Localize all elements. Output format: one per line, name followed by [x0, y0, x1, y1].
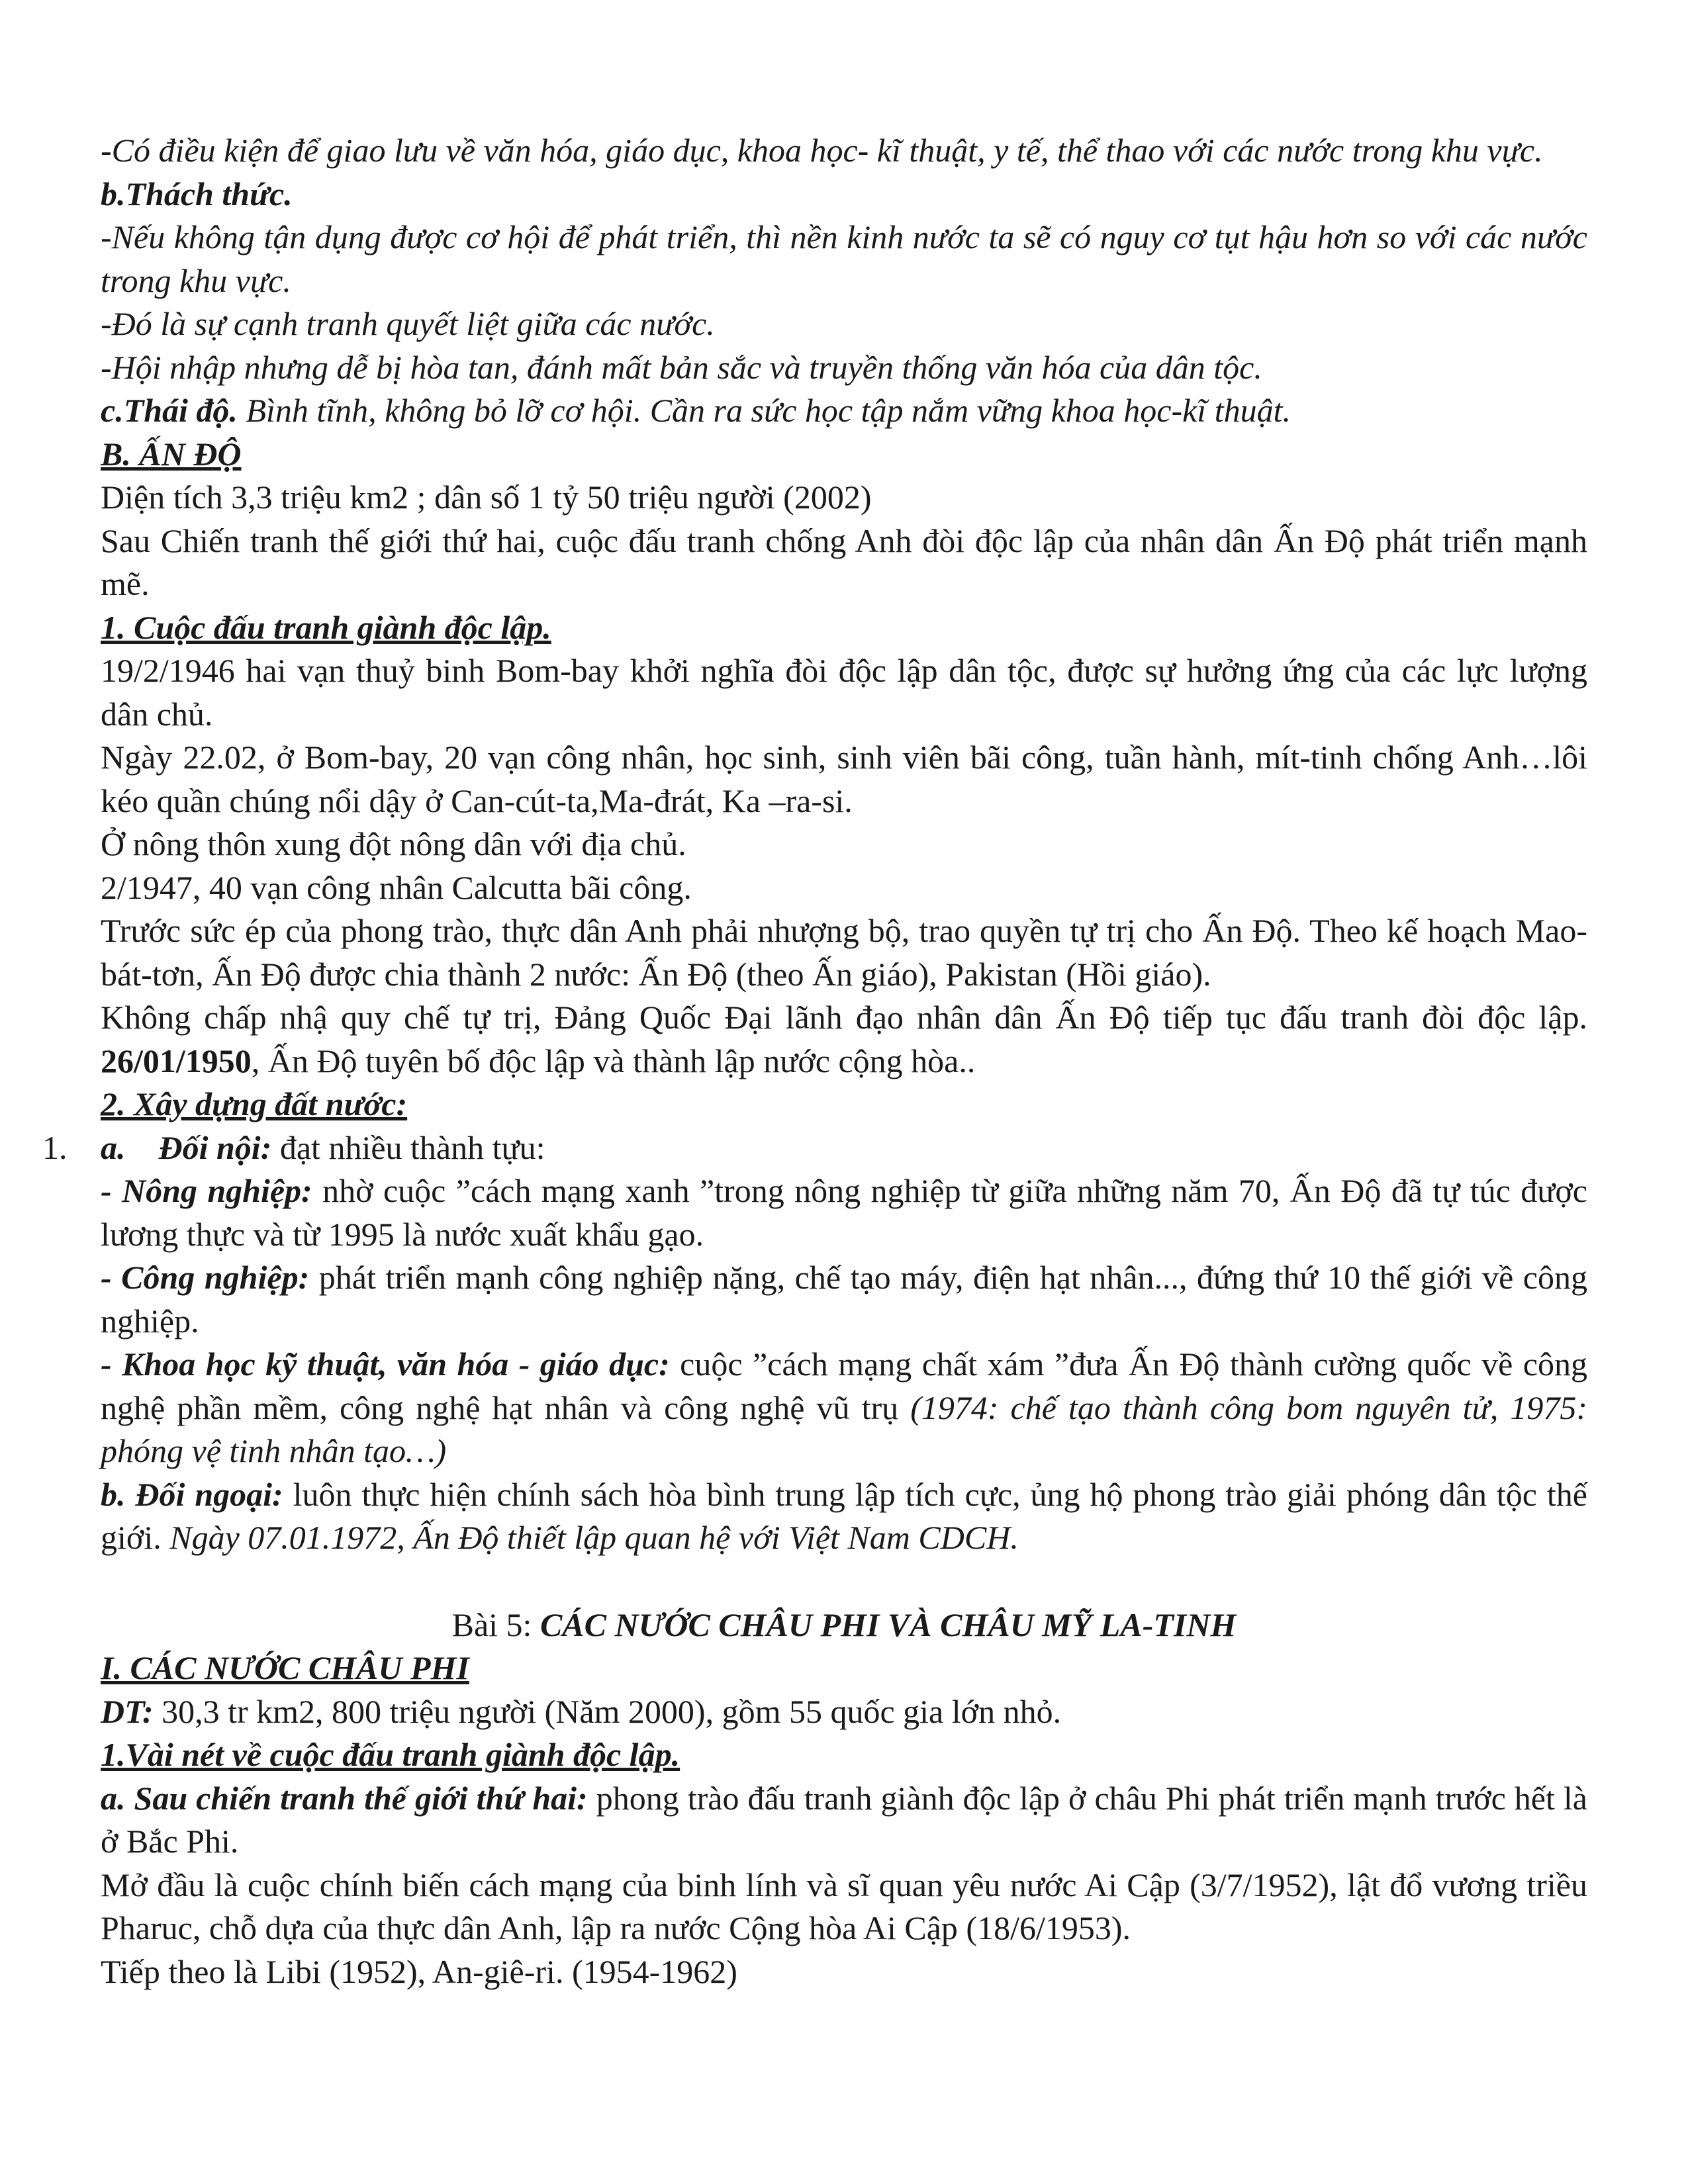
lesson-title-text: CÁC NƯỚC CHÂU PHI VÀ CHÂU MỸ LA-TINH: [539, 1606, 1237, 1643]
foreign-label: b. Đối ngoại:: [101, 1475, 283, 1513]
domestic-title: Đối nội:: [158, 1128, 272, 1166]
attitude-text: Bình tĩnh, không bỏ lỡ cơ hội. Cần ra sức học tập nắm vững khoa học-kĩ thuật.: [237, 392, 1291, 429]
industry-text: phát triển mạnh công nghiệp nặng, chế tạo máy, điện hạt nhân..., đứng thứ 10 thế giới về công nghiệp.: [101, 1259, 1587, 1340]
struggle-heading: 1. Cuộc đấu tranh giành độc lập.: [101, 608, 551, 646]
foreign-note: Ngày 07.01.1972, Ấn Độ thiết lập quan hệ với Việt Nam CDCH.: [169, 1519, 1019, 1556]
industry-paragraph: [101, 1256, 1587, 1343]
build-heading: 2. Xây dựng đất nước:: [101, 1085, 408, 1122]
egypt-paragraph: Mở đầu là cuộc chính biến cách mạng của binh lính và sĩ quan yêu nước Ai Cập (3/7/1952), lật đổ vương triều Pharuc, chỗ dựa của thực dân Anh, lập ra nước Cộng hòa Ai Cập (18/6/1953).: [101, 1866, 1587, 1946]
foreign-text: luôn thực hiện chính sách hòa bình trung lập tích cực, ủng hộ phong trào giải phóng dân tộc thế giới.: [101, 1475, 1587, 1556]
challenge-item: -Hội nhập nhưng dễ bị hòa tan, đánh mất bản sắc và truyền thống văn hóa của dân tộc.: [101, 348, 1262, 386]
science-paragraph: [101, 1343, 1587, 1473]
struggle-paragraph: Trước sức ép của phong trào, thực dân Anh phải nhượng bộ, trao quyền tự trị cho Ấn Độ. Theo kế hoạch Mao-bát-tơn, Ấn Độ được chia thành 2 nước: Ấn Độ (theo Ấn giáo), Pakistan (Hồi giáo).: [101, 912, 1587, 993]
lesson-prefix: Bài 5:: [451, 1606, 540, 1643]
attitude-label: c.Thái độ.: [101, 392, 238, 429]
struggle-paragraph: 19/2/1946 hai vạn thuỷ binh Bom-bay khởi nghĩa đòi độc lập dân tộc, được sự hưởng ứng của các lực lượng dân chủ.: [101, 652, 1587, 733]
lesson-title: [101, 1604, 1587, 1647]
india-stats: Diện tích 3,3 triệu km2 ; dân số 1 tỷ 50 triệu người (2002): [101, 478, 872, 516]
agriculture-text: nhờ cuộc ”cách mạng xanh ”trong nông nghiệp từ giữa những năm 70, Ấn Độ đã tự túc được lương thực và từ 1995 là nước xuất khẩu gạo.: [101, 1172, 1588, 1253]
africa-heading: I. CÁC NƯỚC CHÂU PHI: [101, 1649, 469, 1686]
science-label: - Khoa học kỹ thuật, văn hóa - giáo dục:: [101, 1345, 670, 1383]
domestic-label: a.: [101, 1128, 126, 1166]
challenges-heading: b.Thách thức.: [101, 175, 293, 212]
postwar-label: a. Sau chiến tranh thế giới thứ hai:: [101, 1779, 588, 1817]
document-page: [42, 129, 1588, 1993]
paragraph-exchange: -Có điều kiện để giao lưu về văn hóa, giáo dục, khoa học- kĩ thuật, y tế, thể thao với các nước trong khu vực.: [101, 132, 1543, 169]
attitude-paragraph: [101, 389, 1587, 433]
struggle-paragraph: 2/1947, 40 vạn công nhân Calcutta bãi công.: [101, 868, 692, 906]
independence-text: Không chấp nhậ quy chế tự trị, Đảng Quốc Đại lãnh đạo nhân dân Ấn Độ tiếp tục đấu tranh đòi độc lập.: [101, 999, 1587, 1036]
dt-text: 30,3 tr km2, 800 triệu người (Năm 2000), gồm 55 quốc gia lớn nhỏ.: [153, 1692, 1062, 1730]
india-heading: B. ẤN ĐỘ: [101, 435, 242, 473]
science-note: (1974: chế tạo thành công bom nguyên tử, 1975: phóng vệ tinh nhân tạo…): [101, 1388, 1588, 1469]
spacer: [101, 1560, 1587, 1604]
agriculture-label: - Nông nghiệp:: [101, 1172, 312, 1209]
list-number: 1.: [42, 1128, 68, 1166]
domestic-text: đạt nhiều thành tựu:: [271, 1128, 545, 1166]
foreign-paragraph: [101, 1473, 1587, 1560]
independence-date: 26/01/1950: [101, 1042, 252, 1079]
india-intro: Sau Chiến tranh thế giới thứ hai, cuộc đấu tranh chống Anh đòi độc lập của nhân dân Ấn Độ phát triển mạnh mẽ.: [101, 522, 1587, 602]
agriculture-paragraph: [101, 1169, 1587, 1256]
science-text: cuộc ”cách mạng chất xám ”đưa Ấn Độ thành cường quốc về công nghệ phần mềm, công nghệ hạt nhân và công nghệ vũ trụ: [101, 1345, 1587, 1426]
challenge-item: -Đó là sự cạnh tranh quyết liệt giữa các nước.: [101, 305, 715, 342]
postwar-text: phong trào đấu tranh giành độc lập ở châu Phi phát triển mạnh trước hết là ở Bắc Phi.: [101, 1779, 1587, 1860]
dt-label: DT:: [101, 1692, 154, 1730]
struggle-paragraph: Ngày 22.02, ở Bom-bay, 20 vạn công nhân, học sinh, sinh viên bãi công, tuần hành, mít-tinh chống Anh…lôi kéo quần chúng nổi dậy ở Can-cút-ta,Ma-đrát, Ka –ra-si.: [101, 739, 1587, 819]
independence-paragraph: [101, 996, 1587, 1083]
challenge-item: -Nếu không tận dụng được cơ hội để phát triển, thì nền kinh nước ta sẽ có nguy cơ tụt hậu hơn so với các nước trong khu vực.: [101, 218, 1587, 299]
struggle-paragraph: Ở nông thôn xung đột nông dân với địa chủ.: [101, 825, 686, 862]
domestic-list-item: [42, 1126, 1587, 1170]
independence-text-end: , Ấn Độ tuyên bố độc lập và thành lập nước cộng hòa..: [251, 1042, 976, 1079]
africa-struggle-heading: 1.Vài nét về cuộc đấu tranh giành độc lập.: [101, 1736, 680, 1773]
postwar-paragraph: [101, 1777, 1587, 1864]
africa-stats: [101, 1690, 1587, 1734]
industry-label: - Công nghiệp:: [101, 1259, 310, 1296]
next-paragraph: Tiếp theo là Libi (1952), An-giê-ri. (1954-1962): [101, 1952, 737, 1990]
